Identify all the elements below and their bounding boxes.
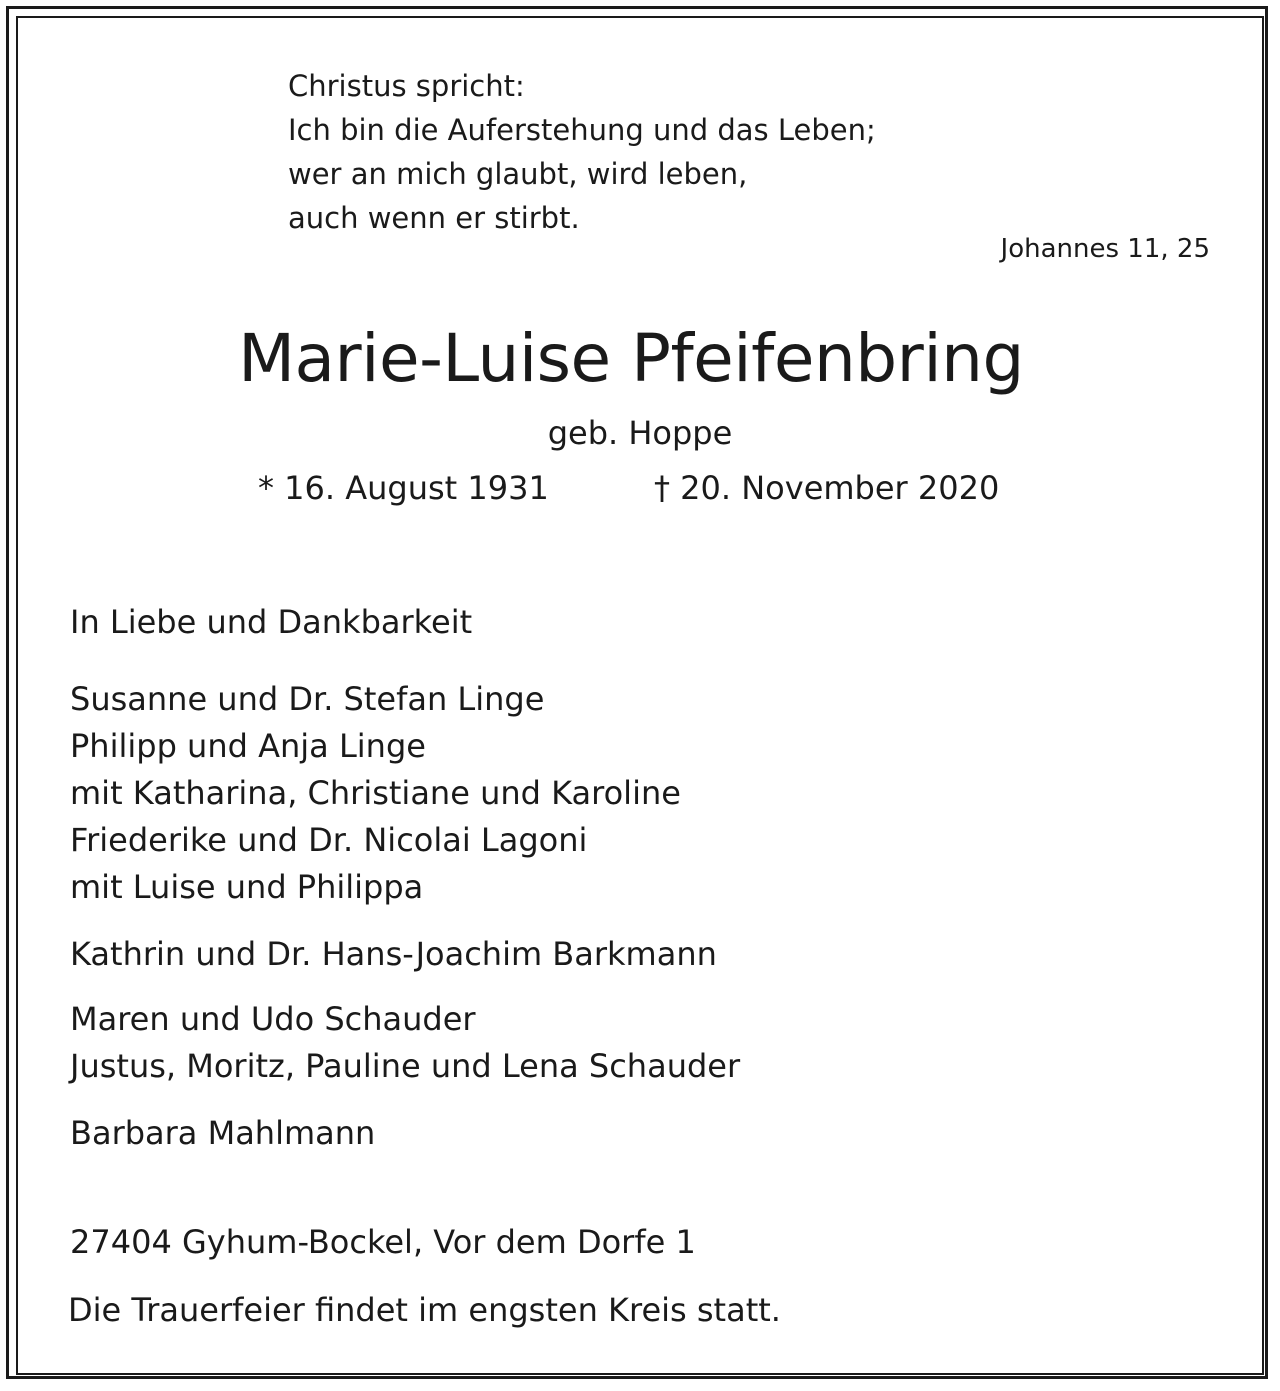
- mourner-line: Friederike und Dr. Nicolai Lagoni: [70, 821, 588, 859]
- verse-line: auch wenn er stirbt.: [288, 201, 580, 235]
- maiden-name: geb. Hoppe: [547, 414, 733, 452]
- verse-line: Christus spricht:: [288, 69, 525, 103]
- birth-date: * 16. August 1931: [258, 469, 549, 507]
- verse-line: Ich bin die Auferstehung und das Leben;: [288, 113, 876, 147]
- mourner-line: mit Katharina, Christiane und Karoline: [70, 774, 681, 812]
- mourner-line: Maren und Udo Schauder: [70, 1000, 476, 1038]
- mourner-line: Susanne und Dr. Stefan Linge: [70, 680, 545, 718]
- verse-reference: Johannes 11, 25: [1000, 234, 1210, 264]
- mourner-line: Justus, Moritz, Pauline und Lena Schauder: [70, 1047, 741, 1085]
- deceased-name: Marie-Luise Pfeifenbring: [238, 320, 1024, 397]
- mourner-line: mit Luise und Philippa: [70, 868, 424, 906]
- mourner-group: [70, 676, 681, 911]
- verse-line: wer an mich glaubt, wird leben,: [288, 157, 748, 191]
- mourner-line: Barbara Mahlmann: [70, 1114, 376, 1152]
- funeral-note: Die Trauerfeier findet im engsten Kreis statt.: [68, 1291, 781, 1329]
- mourner-group: [70, 931, 717, 978]
- death-date: † 20. November 2020: [654, 469, 1000, 507]
- bible-verse: [288, 64, 876, 240]
- family-address: 27404 Gyhum-Bockel, Vor dem Dorfe 1: [70, 1223, 696, 1261]
- closing-phrase: In Liebe und Dankbarkeit: [70, 603, 473, 641]
- mourner-line: Kathrin und Dr. Hans-Joachim Barkmann: [70, 935, 717, 973]
- mourner-line: Philipp und Anja Linge: [70, 727, 426, 765]
- mourner-group: [70, 1110, 375, 1157]
- mourner-group: [70, 996, 740, 1090]
